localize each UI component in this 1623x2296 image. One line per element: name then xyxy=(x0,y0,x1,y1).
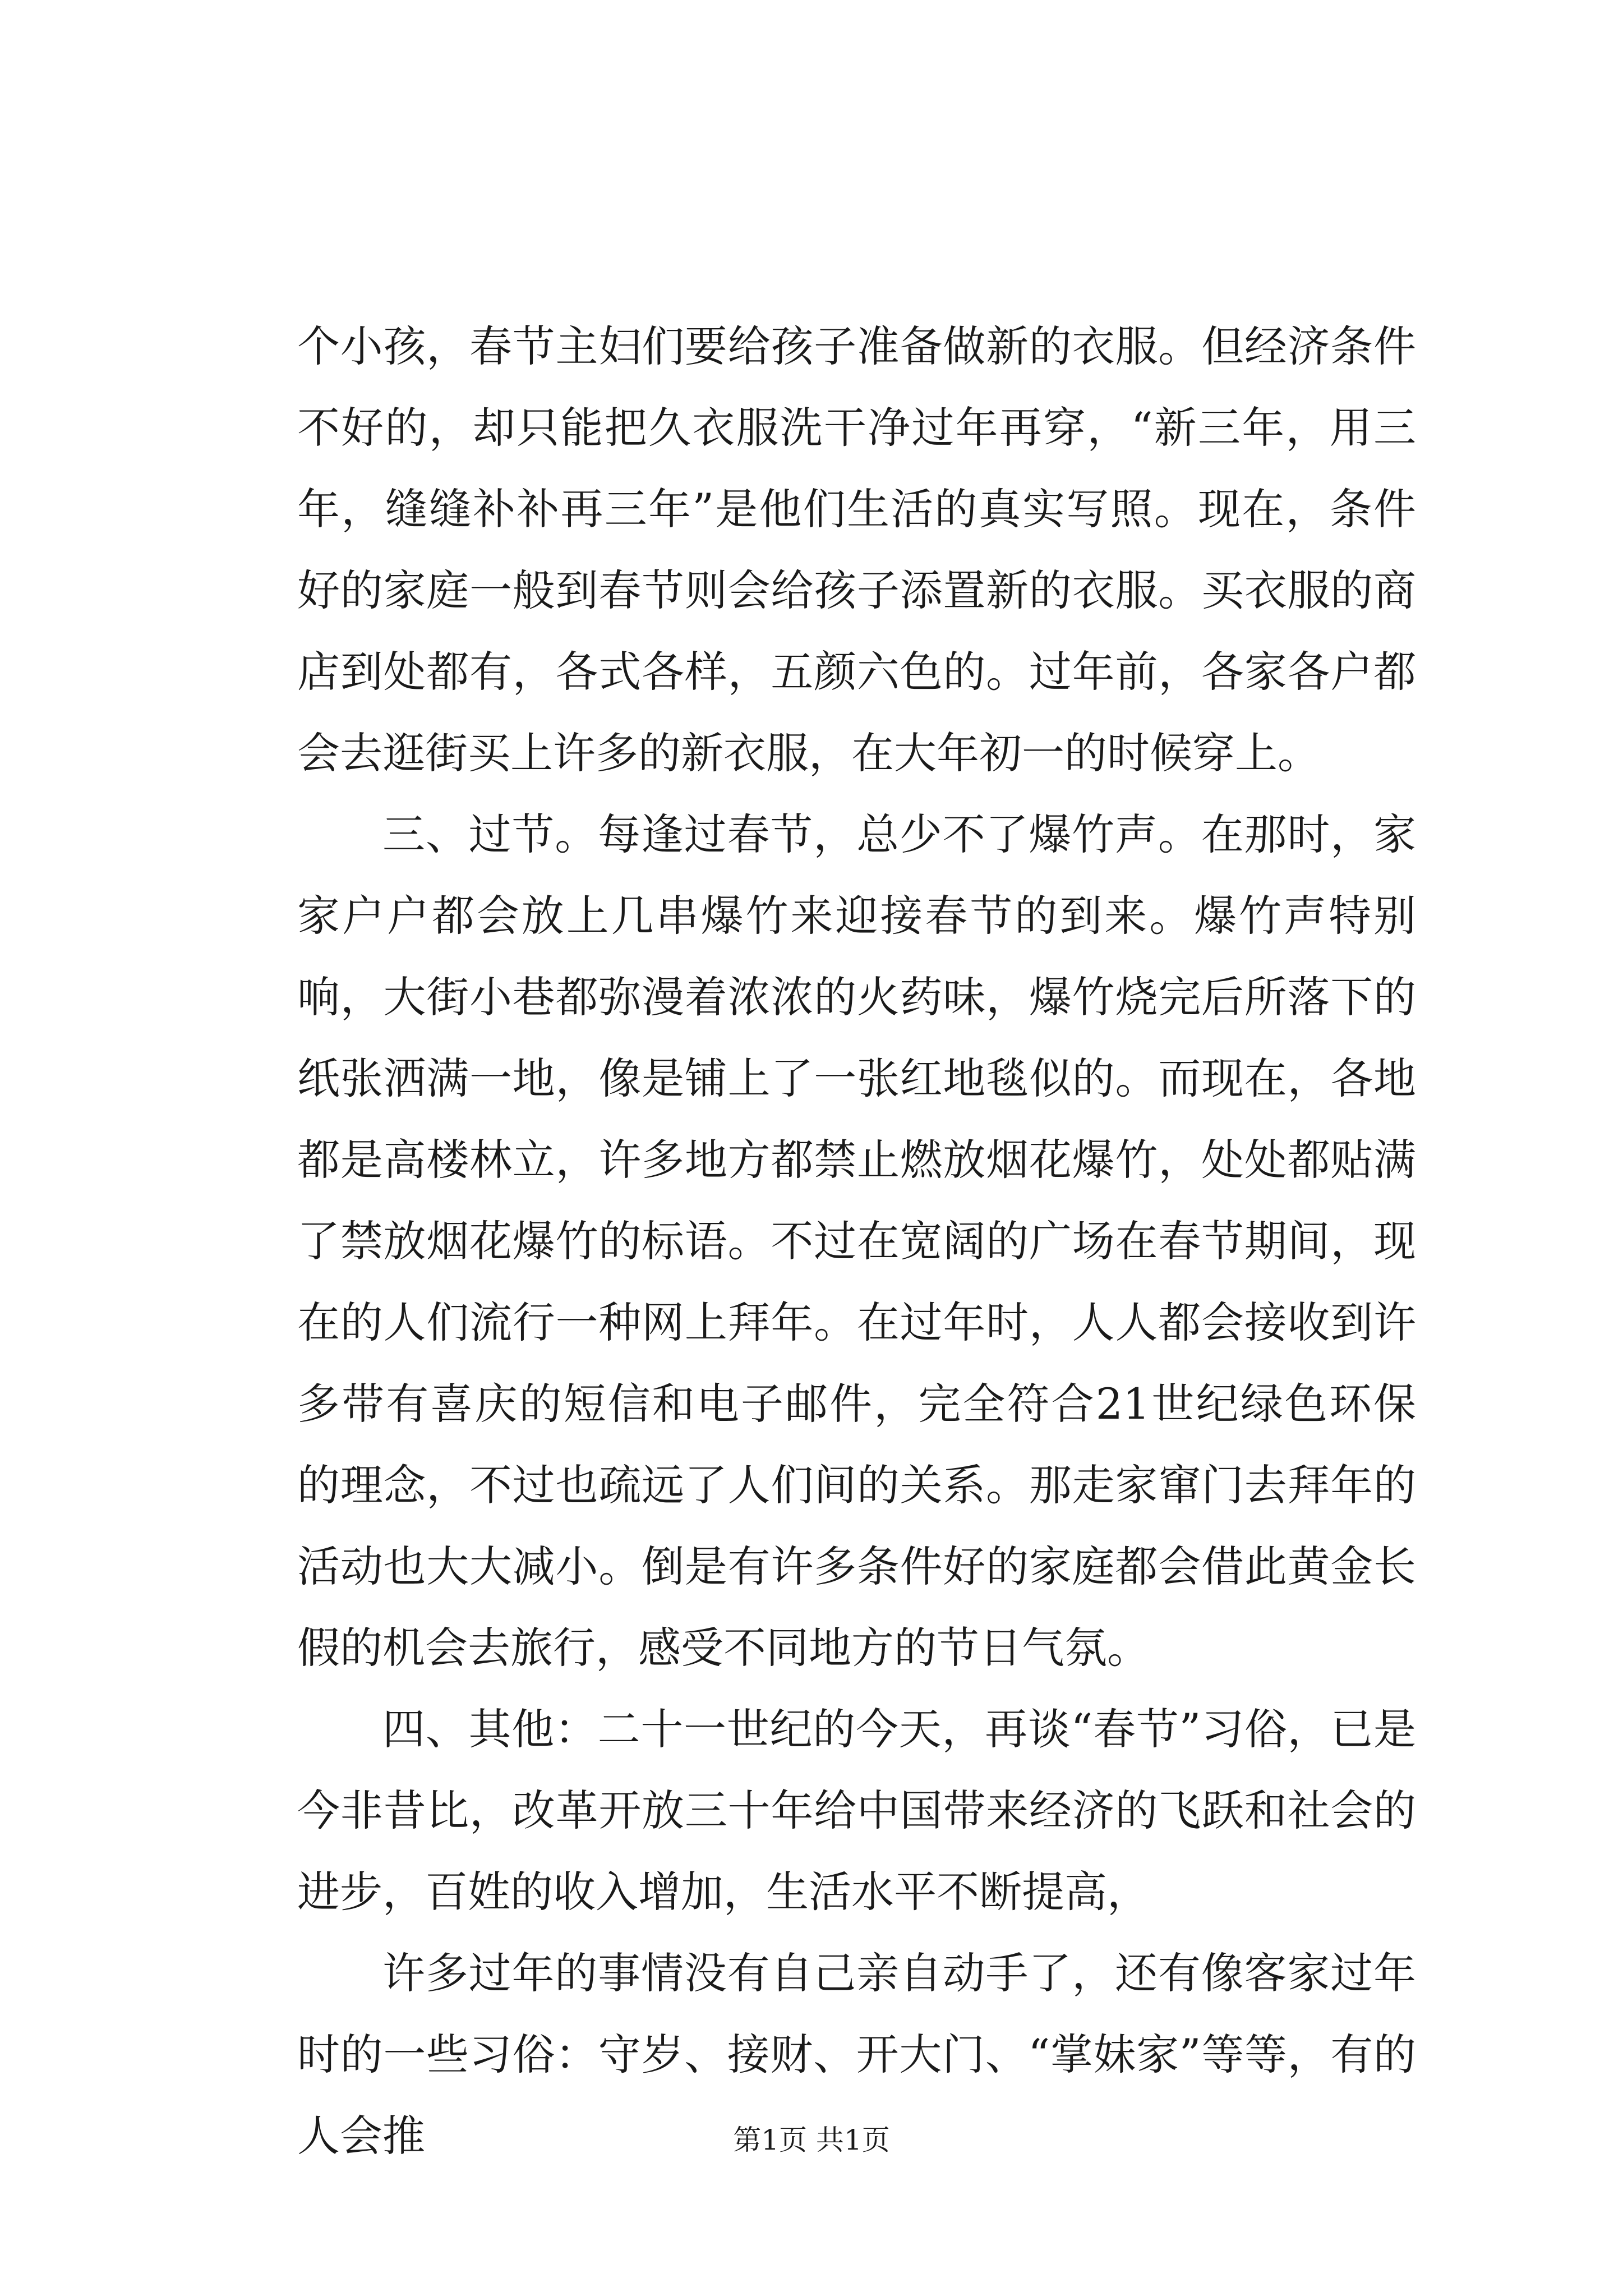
document-body xyxy=(297,306,1416,2177)
paragraph-customs: 许多过年的事情没有自己亲自动手了，还有像客家过年时的一些习俗：守岁、接财、开大门、“掌妹家”等等，有的人会推 xyxy=(297,1948,1416,2161)
paragraph-section-three-festival: 三、过节。每逢过春节，总少不了爆竹声。在那时，家家户户都会放上几串爆竹来迎接春节的到来。爆竹声特别响，大街小巷都弥漫着浓浓的火药味，爆竹烧完后所落下的纸张洒满一地，像是铺上了一张红地毯似的。而现在，各地都是高楼林立，许多地方都禁止燃放烟花爆竹，处处都贴满了禁放烟花爆竹的标语。不过在宽阔的广场在春节期间，现在的人们流行一种网上拜年。在过年时，人人都会接收到许多带有喜庆的短信和电子邮件，完全符合21世纪绿色环保的理念，不过也疏远了人们间的关系。那走家窜门去拜年的活动也大大减小。倒是有许多条件好的家庭都会借此黄金长假的机会去旅行，感受不同地方的节日气氛。 xyxy=(297,809,1416,1673)
paragraph-section-four-other: 四、其他：二十一世纪的今天，再谈“春节”习俗，已是今非昔比，改革开放三十年给中国带来经济的飞跃和社会的进步，百姓的收入增加，生活水平不断提高， xyxy=(297,1704,1416,1917)
paragraph-clothing-continued: 个小孩，春节主妇们要给孩子准备做新的衣服。但经济条件不好的，却只能把久衣服洗干净过年再穿，“新三年，用三年，缝缝补补再三年”是他们生活的真实写照。现在，条件好的家庭一般到春节则会给孩子添置新的衣服。买衣服的商店到处都有，各式各样，五颜六色的。过年前，各家各户都会去逛街买上许多的新衣服，在大年初一的时候穿上。 xyxy=(297,321,1416,778)
page-footer: 第1页 共1页 xyxy=(733,2124,890,2156)
